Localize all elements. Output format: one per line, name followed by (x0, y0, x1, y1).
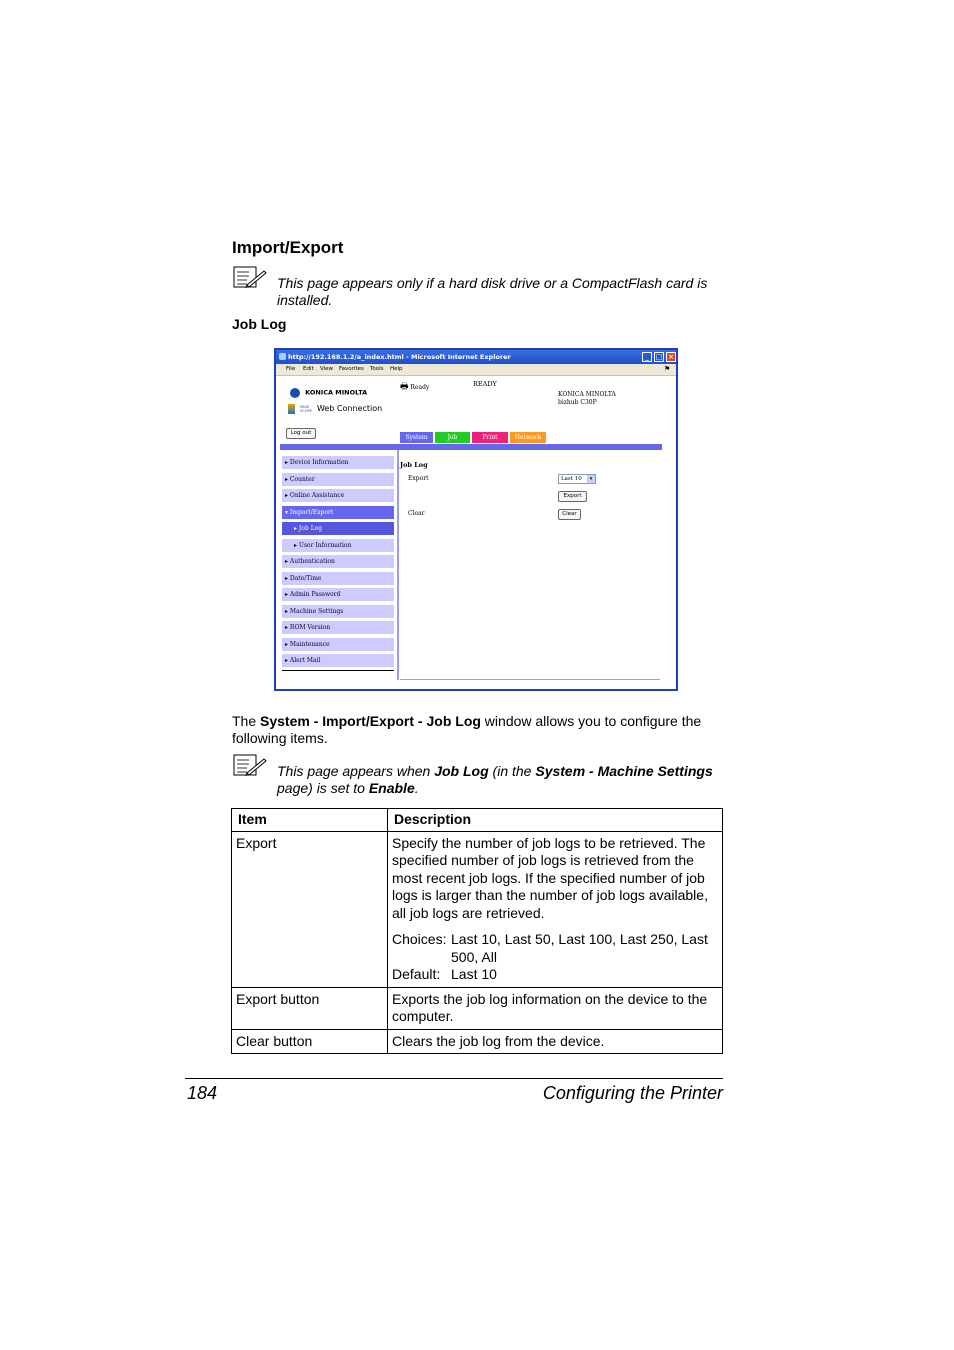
note-pencil-icon (233, 266, 267, 290)
nav-label: Authentication (289, 558, 335, 565)
brand-name: KONICA MINOLTA (305, 388, 368, 397)
tab-system[interactable]: System (400, 432, 433, 443)
clear-button[interactable]: Clear (558, 509, 581, 520)
logout-button[interactable]: Log out (286, 428, 316, 439)
export-count-select[interactable] (558, 474, 596, 484)
nav-label: Machine Settings (289, 608, 344, 615)
note2-text: This page appears when (277, 763, 435, 779)
nav-label: Counter (289, 476, 315, 483)
intro-text-2: window allows you to configure the following items. (232, 713, 702, 746)
tab-print[interactable]: Print (472, 432, 508, 443)
nav-label: Maintenance (289, 641, 330, 648)
nav-rom-version[interactable]: ▸ ROM Version (282, 621, 394, 634)
page-number: 184 (187, 1083, 218, 1103)
device-info (558, 391, 616, 407)
nav-label: Admin Password (289, 591, 341, 598)
menu-bar (276, 364, 676, 376)
intro-text-1: The (232, 713, 261, 729)
section-title: Import/Export (232, 238, 344, 257)
menu-file[interactable]: File (286, 366, 296, 372)
nav-maintenance[interactable]: ▸ Maintenance (282, 638, 394, 651)
nav-alert-mail[interactable]: ▸ Alert Mail (282, 654, 394, 667)
minimize-button[interactable]: _ (642, 352, 652, 362)
pagescope-text-top: PAGE (300, 404, 310, 409)
nav-label: Device Information (289, 459, 349, 466)
export-description: Specify the number of job logs to be retrieved. The specified number of job logs is retrieved from the most recent job logs. If the specified number of job logs is larger than the number of job logs available, all job logs are retrieved. (392, 834, 708, 921)
nav-label: User Information (298, 542, 352, 549)
cell-description: Exports the job log information on the device to the computer. (388, 987, 723, 1029)
nav-user-information[interactable]: ▸ User Information (282, 539, 394, 552)
nav-job-log[interactable]: ▸ Job Log (282, 522, 394, 535)
pagescope-icon (288, 404, 295, 414)
ie-icon (279, 353, 286, 360)
cell-item: Clear button (232, 1029, 388, 1054)
cell-item: Export button (232, 987, 388, 1029)
nav-authentication[interactable]: ▸ Authentication (282, 555, 394, 568)
note2-bold: Job Log (434, 763, 489, 779)
default-line (392, 966, 718, 984)
header-divider (280, 444, 662, 450)
ready-indicator (400, 379, 429, 395)
table-row (232, 987, 723, 1029)
close-button[interactable]: × (666, 352, 676, 362)
konica-globe-icon (290, 388, 300, 398)
cell-description: Clears the job log from the device. (388, 1029, 723, 1054)
app-name: Web Connection (316, 404, 383, 413)
choices-value: Last 10, Last 50, Last 100, Last 250, Last 500, All (451, 931, 708, 965)
note-job-log-enable (277, 763, 727, 797)
note2-text: page) is set to (277, 780, 369, 796)
choices-label: Choices: (392, 931, 447, 947)
chapter-title: Configuring the Printer (542, 1083, 723, 1103)
browser-screenshot (274, 348, 678, 691)
tab-network[interactable]: Network (510, 432, 546, 443)
browser-title-bar (276, 350, 676, 364)
table-header-row (232, 809, 723, 832)
nav-date-time[interactable]: ▸ Date/Time (282, 572, 394, 585)
window-title: http://192.168.1.2/a_index.html - Microsoft Internet Explorer (288, 353, 511, 361)
table-row (232, 1029, 723, 1054)
pagescope-text-bottom: SCOPE (300, 408, 312, 413)
device-status: READY (473, 380, 497, 388)
windows-flag-icon: ⚑ (664, 365, 671, 373)
ready-label: Ready (410, 384, 430, 391)
nav-divider (282, 670, 394, 671)
nav-label: Import/Export (289, 509, 334, 516)
footer-rule (185, 1078, 723, 1079)
nav-label: Date/Time (289, 575, 322, 582)
note-pencil-icon (233, 754, 267, 778)
note2-text: . (414, 780, 419, 796)
export-select-value: Last 10 (561, 476, 582, 482)
nav-admin-password[interactable]: ▸ Admin Password (282, 588, 394, 601)
menu-help[interactable]: Help (390, 366, 403, 372)
pagescope-logo (288, 398, 382, 417)
header-item: Item (232, 809, 388, 832)
header-description: Description (388, 809, 723, 832)
menu-tools[interactable]: Tools (370, 366, 384, 372)
content-bottom-line (400, 679, 660, 680)
note-hard-disk: This page appears only if a hard disk drive or a CompactFlash card is installed. (277, 275, 708, 308)
cell-description (388, 831, 723, 987)
nav-label: Alert Mail (289, 657, 321, 664)
nav-machine-settings[interactable]: ▸ Machine Settings (282, 605, 394, 618)
note2-bold: System - Machine Settings (535, 763, 713, 779)
cell-item: Export (232, 831, 388, 987)
default-value: Last 10 (451, 966, 497, 982)
note2-bold: Enable (368, 780, 415, 796)
device-model: bizhub C30P (558, 399, 597, 406)
device-brand: KONICA MINOLTA (558, 391, 616, 398)
table-row (232, 831, 723, 987)
choices-line (392, 931, 718, 966)
intro-bold: System - Import/Export - Job Log (260, 713, 481, 729)
nav-label: Online Assistance (289, 492, 345, 499)
nav-import-export[interactable]: ▾ Import/Export (282, 506, 394, 519)
maximize-button[interactable]: □ (655, 353, 663, 361)
content-divider (397, 450, 399, 680)
menu-favorites[interactable]: Favorites (339, 366, 364, 372)
nav-label: ROM Version (289, 624, 331, 631)
nav-counter[interactable]: ▸ Counter (282, 473, 394, 486)
menu-edit[interactable]: Edit (303, 366, 314, 372)
subsection-title: Job Log (232, 316, 287, 332)
nav-online-assistance[interactable]: ▸ Online Assistance (282, 489, 394, 502)
default-label: Default: (392, 966, 441, 982)
nav-label: Job Log (298, 525, 323, 532)
tab-job[interactable]: Job (435, 432, 470, 443)
clear-label: Clear (408, 510, 425, 517)
menu-view[interactable]: View (320, 366, 334, 372)
export-button[interactable]: Export (558, 491, 587, 502)
export-label: Export (408, 475, 429, 482)
printer-icon: 🖶 (400, 382, 409, 392)
content-title: Job Log (400, 461, 428, 469)
settings-table (231, 808, 723, 1054)
note2-text: (in the (488, 763, 536, 779)
chevron-down-icon: ▾ (587, 475, 595, 483)
nav-device-information[interactable]: ▸ Device Information (282, 456, 394, 469)
intro-paragraph (232, 713, 727, 747)
